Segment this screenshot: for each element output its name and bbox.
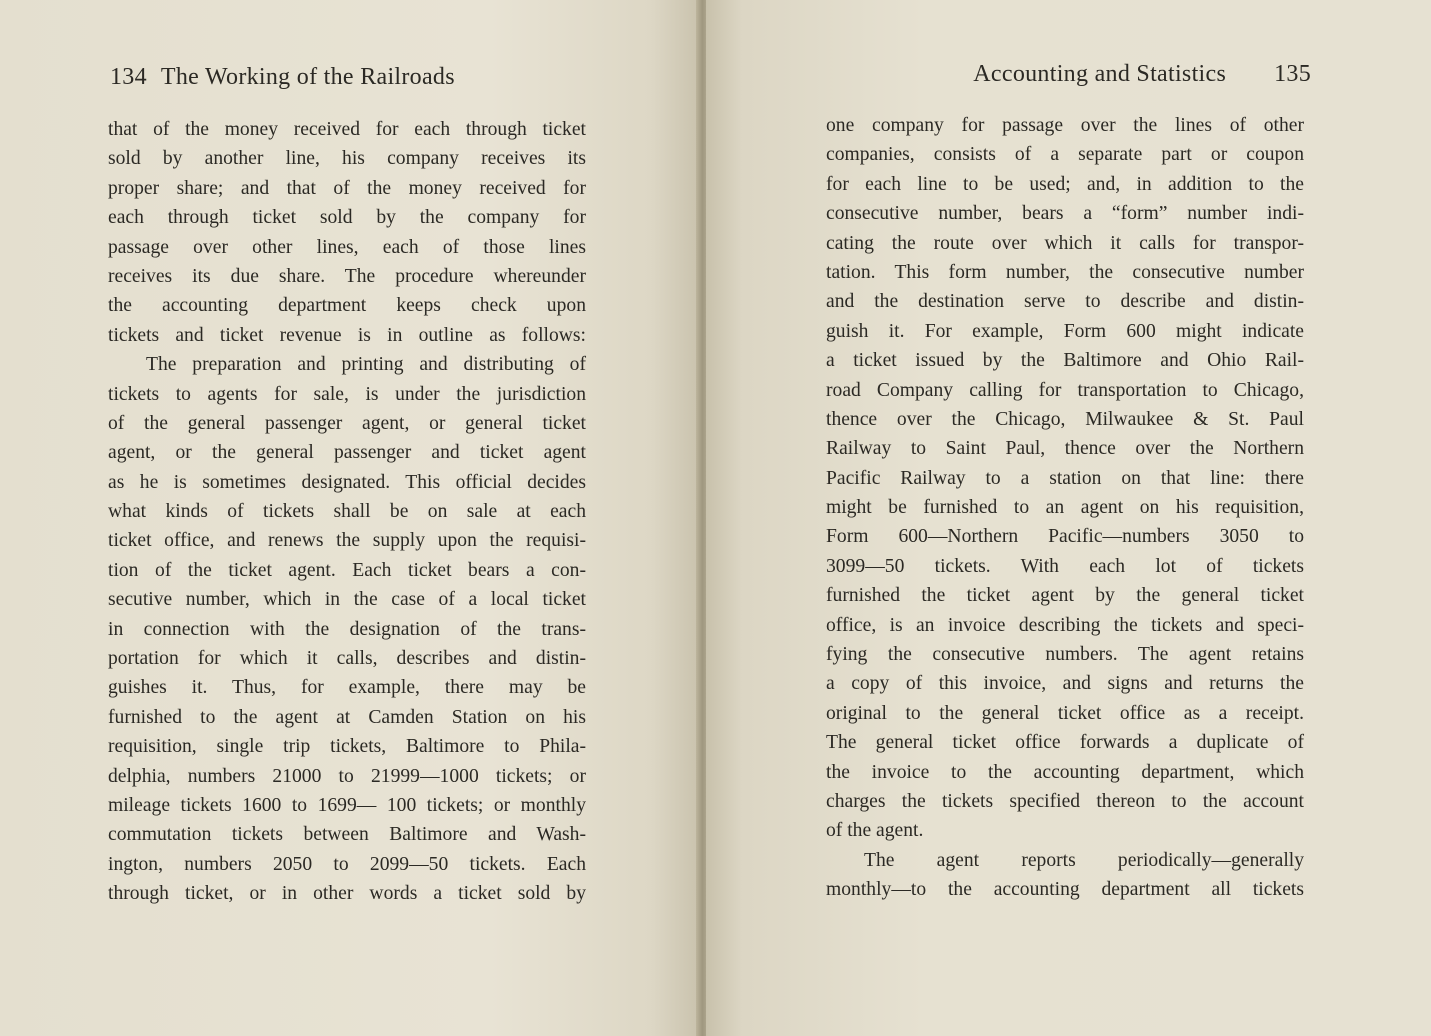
text-line: a ticket issued by the Baltimore and Ohio Rail- (826, 350, 1304, 372)
text-line: tickets and ticket revenue is in outline as follows: (108, 324, 586, 346)
running-head-left (110, 64, 455, 91)
text-line: might be furnished to an agent on his requisition, (826, 497, 1304, 519)
text-line: what kinds of tickets shall be on sale at each (108, 501, 586, 523)
text-line: monthly—to the accounting department all tickets (826, 879, 1304, 901)
body-text-left (108, 115, 586, 909)
text-line: the invoice to the accounting department, which (826, 761, 1304, 783)
left-page (0, 0, 700, 1036)
text-line: of the general passenger agent, or general ticket (108, 412, 586, 434)
running-title-left: The Working of the Railroads (160, 64, 455, 90)
text-line: guish it. For example, Form 600 might indicate (826, 320, 1304, 342)
text-line: consecutive number, bears a “form” number indi- (826, 203, 1304, 225)
text-line: a copy of this invoice, and signs and returns the (826, 673, 1304, 695)
text-line: Form 600—Northern Pacific—numbers 3050 to (826, 526, 1304, 548)
text-line: thence over the Chicago, Milwaukee & St. Paul (826, 408, 1304, 430)
text-line: mileage tickets 1600 to 1699— 100 tickets; or monthly (108, 794, 586, 816)
text-line: tickets to agents for sale, is under the jurisdiction (108, 383, 586, 405)
text-line: as he is sometimes designated. This official decides (108, 471, 586, 493)
text-line: agent, or the general passenger and ticket agent (108, 442, 586, 464)
text-line: The agent reports periodically—generally (864, 849, 1304, 871)
text-line: proper share; and that of the money received for (108, 177, 586, 199)
text-line: requisition, single trip tickets, Baltimore to Phila- (108, 736, 586, 758)
text-line: that of the money received for each through ticket (108, 119, 586, 140)
text-line: Railway to Saint Paul, thence over the Northern (826, 438, 1304, 460)
text-line: one company for passage over the lines of other (826, 115, 1304, 136)
text-line: of the agent. (826, 820, 924, 842)
text-line: and the destination serve to describe and distin- (826, 291, 1304, 313)
page-number-right: 135 (1274, 61, 1311, 87)
text-line: 3099—50 tickets. With each lot of tickets (826, 555, 1304, 577)
text-line: companies, consists of a separate part or coupon (826, 144, 1304, 166)
text-line: office, is an invoice describing the tickets and speci- (826, 614, 1304, 636)
text-line: passage over other lines, each of those lines (108, 236, 586, 258)
text-line: tation. This form number, the consecutive number (826, 261, 1304, 283)
page-number-left: 134 (110, 64, 147, 90)
text-line: ington, numbers 2050 to 2099—50 tickets. Each (108, 853, 586, 875)
text-line: road Company calling for transportation to Chicago, (826, 379, 1304, 401)
text-line: original to the general ticket office as a receipt. (826, 702, 1304, 724)
text-line: fying the consecutive numbers. The agent retains (826, 644, 1304, 666)
text-line: Pacific Railway to a station on that line: there (826, 467, 1304, 489)
text-line: ticket office, and renews the supply upon the requisi- (108, 530, 586, 552)
text-line: for each line to be used; and, in addition to the (826, 173, 1304, 195)
text-line: portation for which it calls, describes and distin- (108, 648, 586, 670)
text-line: cating the route over which it calls for transpor- (826, 232, 1304, 254)
text-line: The preparation and printing and distributing of (146, 354, 586, 376)
text-line: furnished to the agent at Camden Station on his (108, 706, 586, 728)
text-line: guishes it. Thus, for example, there may be (108, 677, 586, 699)
running-head-right (973, 61, 1311, 88)
text-line: each through ticket sold by the company for (108, 207, 586, 229)
text-line: charges the tickets specified thereon to the account (826, 790, 1304, 812)
text-line: sold by another line, his company receives its (108, 148, 586, 170)
text-line: receives its due share. The procedure whereunder (108, 265, 586, 287)
text-line: commutation tickets between Baltimore and Wash- (108, 824, 586, 846)
text-line: furnished the ticket agent by the general ticket (826, 585, 1304, 607)
text-line: secutive number, which in the case of a local ticket (108, 589, 586, 611)
text-line: through ticket, or in other words a ticket sold by (108, 883, 586, 905)
running-title-right: Accounting and Statistics (973, 61, 1227, 87)
text-line: tion of the ticket agent. Each ticket bears a con- (108, 559, 586, 581)
text-line: The general ticket office forwards a duplicate of (826, 732, 1304, 754)
body-text-right (826, 111, 1304, 905)
text-line: in connection with the designation of the trans- (108, 618, 586, 640)
text-line: the accounting department keeps check upon (108, 295, 586, 317)
text-line: delphia, numbers 21000 to 21999—1000 tickets; or (108, 765, 586, 787)
